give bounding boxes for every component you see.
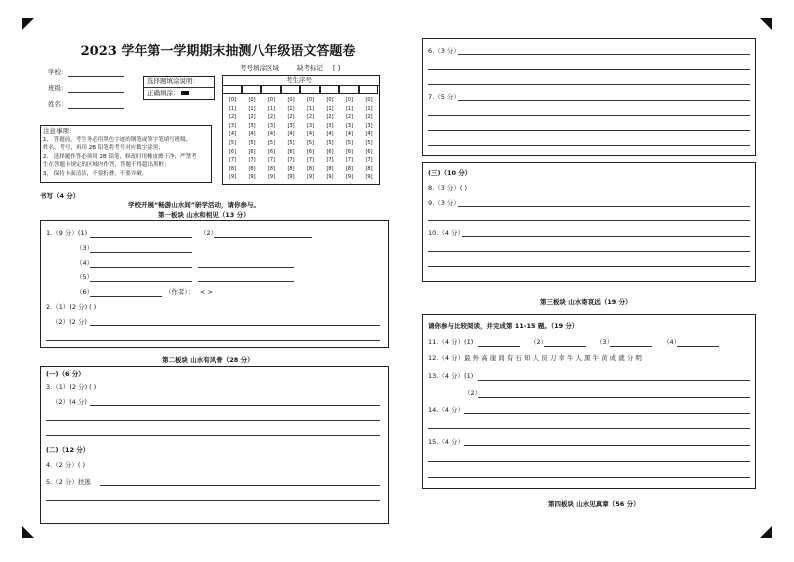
q1-5-field-a[interactable] [90, 281, 192, 282]
seq-digit-bubble[interactable]: [1] [345, 105, 354, 112]
seq-digit-bubble[interactable]: [8] [326, 165, 334, 172]
q7-field-b[interactable] [428, 115, 750, 116]
sec1-title: (一)（6 分） [46, 370, 85, 378]
seq-digit-write-cell[interactable] [222, 85, 242, 94]
seq-digit-bubble[interactable]: [8] [228, 165, 237, 172]
seq-digit-bubble[interactable]: [7] [267, 157, 276, 164]
seq-digit-write-cell[interactable] [339, 85, 359, 94]
q6-label: 6.（3 分） [428, 47, 460, 55]
seq-digit-bubble[interactable]: [8] [365, 165, 373, 172]
seq-digit-write-cell[interactable] [320, 85, 340, 94]
seq-digit-bubble[interactable]: [6] [267, 148, 276, 155]
q13-2-field[interactable] [478, 397, 750, 398]
seq-digit-bubble[interactable]: [1] [306, 105, 315, 112]
block3-intro: 请你参与比较阅读，并完成第 11-15 题。（19 分） [428, 322, 579, 330]
notes-item: 2、 选择题作答必须用 2B 铅笔，修改时用橡皮擦干净；严禁考 [43, 154, 197, 160]
seq-digit-bubble[interactable]: [0] [365, 97, 373, 103]
block4-title: 第四板块 山水见真章（56 分） [548, 500, 640, 508]
notes-item: 姓名、考号，再用 2B 铅笔将考号对应数字涂黑； [43, 145, 164, 151]
name-field[interactable] [68, 108, 124, 109]
seq-digit-bubble[interactable]: [9] [248, 174, 256, 181]
q9-field-b[interactable] [428, 220, 750, 221]
seq-digit-write-cell[interactable] [300, 85, 320, 94]
seq-digit-bubble[interactable]: [1] [228, 105, 237, 112]
seq-digit-bubble[interactable]: [8] [267, 165, 276, 172]
q2-label: 2.（1）(2 分) ( ) [46, 303, 97, 311]
seq-digit-bubble[interactable]: [0] [287, 97, 295, 103]
q14-field-b[interactable] [428, 428, 750, 429]
q13-2-label: （2） [464, 389, 482, 397]
corner-mark-top-left [22, 18, 34, 30]
q11-2-field[interactable] [544, 346, 586, 347]
q15-field-b[interactable] [428, 461, 750, 462]
q11-4-label: （4） [663, 338, 681, 346]
q10-field-a[interactable] [462, 236, 750, 237]
seq-digit-bubble[interactable]: [7] [306, 157, 315, 164]
seq-digit-bubble[interactable]: [5] [306, 140, 315, 146]
sec2-title: (二)（12 分） [46, 446, 90, 454]
seq-digit-bubble[interactable]: [9] [306, 174, 315, 181]
notes-heading: 注意事项： [43, 127, 76, 135]
q7-label: 7.（5 分） [428, 93, 460, 101]
seq-digit-bubble[interactable]: [5] [326, 140, 334, 146]
q13-1-field[interactable] [478, 380, 750, 381]
q4-label: 4.（2 分）( ) [46, 461, 86, 469]
seq-digit-bubble[interactable]: [7] [326, 157, 334, 164]
seq-digit-bubble[interactable]: [7] [345, 157, 354, 164]
q3-label: 3.（1）(2 分) ( ) [46, 383, 97, 391]
q2-2-field-a[interactable] [90, 325, 380, 326]
q10-field-b[interactable] [428, 251, 750, 252]
seq-digit-bubble[interactable]: [6] [345, 148, 354, 155]
q15-field-c[interactable] [428, 477, 750, 478]
seq-digit-bubble[interactable]: [4] [287, 131, 295, 138]
seq-digit-bubble[interactable]: [9] [287, 174, 295, 181]
corner-mark-top-right [760, 18, 772, 30]
corner-mark-bottom-left [22, 526, 34, 538]
q6-field-c[interactable] [428, 84, 750, 85]
notes-item: 生在答题卡规定的区域内作答，答题不得超出黑框； [43, 162, 170, 168]
q1-6-field[interactable] [90, 296, 162, 297]
q11-2-label: （2） [530, 338, 548, 346]
exam-area-label: 考号填涂区域 [240, 64, 279, 72]
block3-title: 第三板块 山水寄哀远（19 分） [540, 298, 632, 306]
q15-label: 15.（4 分） [428, 438, 465, 446]
activity-intro: 学校开展“畅游山水间”研学活动，请你参与。 [128, 201, 261, 209]
q5-label: 5.（2 分）扶逃 [46, 478, 91, 486]
seq-digit-bubble[interactable]: [3] [345, 122, 354, 129]
notes-item: 1、 答题前，考生务必用黑色字迹的钢笔或签字笔填写班级、 [43, 137, 192, 143]
name-label: 姓名： [48, 100, 68, 108]
seq-digit-bubble[interactable]: [0] [228, 97, 237, 103]
q7-field-c[interactable] [428, 130, 750, 131]
seq-digit-bubble[interactable]: [7] [228, 157, 237, 164]
seq-digit-write-cell[interactable] [261, 85, 281, 94]
seq-digit-bubble[interactable]: [2] [345, 114, 354, 121]
seq-digit-write-cell[interactable] [359, 85, 379, 94]
q1-4-field-a[interactable] [90, 267, 192, 268]
q6-q7-answer-box [422, 38, 756, 156]
q2-2-field-b[interactable] [46, 340, 380, 341]
seq-digit-bubble[interactable]: [2] [365, 114, 373, 121]
seq-digit-bubble[interactable]: [2] [228, 114, 237, 121]
seq-digit-bubble[interactable]: [0] [345, 97, 354, 103]
q10-label: 10.（4 分） [428, 229, 465, 237]
q9-label: 9.（3 分） [428, 199, 460, 207]
seq-digit-bubble[interactable]: [5] [228, 140, 237, 146]
q1-author-label: （作者）： [165, 288, 195, 296]
seq-digit-bubble[interactable]: [4] [267, 131, 276, 138]
block1-answer-box [40, 220, 389, 348]
fill-guide-divider [143, 87, 215, 88]
school-field[interactable] [68, 76, 124, 77]
seq-digit-bubble[interactable]: [4] [326, 131, 334, 138]
seq-digit-bubble[interactable]: [0] [306, 97, 315, 103]
seq-digit-write-cell[interactable] [242, 85, 262, 94]
q11-4-field[interactable] [677, 346, 719, 347]
q11-1-field[interactable] [478, 346, 520, 347]
corner-mark-bottom-right [760, 526, 772, 538]
seq-digit-bubble[interactable]: [3] [267, 122, 276, 129]
q8-label: 8.（3 分）( ) [428, 184, 468, 192]
seq-digit-bubble[interactable]: [2] [267, 114, 276, 121]
q13-label: 13.（4 分）(1) [428, 372, 474, 380]
q3-2-field-c[interactable] [46, 435, 380, 436]
q14-field-a[interactable] [464, 413, 750, 414]
q3-2-field-a[interactable] [90, 405, 380, 406]
q11-label: 11.（4 分）(1) [428, 338, 474, 346]
seq-digit-bubble[interactable]: [4] [228, 131, 237, 138]
q1-4-label: （4） [76, 259, 94, 267]
q1-2-label: （2） [200, 229, 218, 237]
seq-digit-bubble[interactable]: [1] [326, 105, 334, 112]
class-field[interactable] [68, 92, 124, 93]
q1-5-field-b[interactable] [198, 281, 294, 282]
seq-digit-bubble[interactable]: [6] [365, 148, 373, 155]
seq-digit-bubble[interactable]: [9] [345, 174, 354, 181]
q1-3-label: （3） [76, 244, 94, 252]
seq-digit-bubble[interactable]: [6] [287, 148, 295, 155]
q1-3-field[interactable] [90, 252, 192, 253]
seq-digit-bubble[interactable]: [9] [365, 174, 373, 181]
q7-field-a[interactable] [458, 100, 750, 101]
block1-title: 第一板块 山水和相见（13 分） [158, 211, 250, 219]
q10-field-c[interactable] [428, 266, 750, 267]
q5-field-a[interactable] [100, 485, 380, 486]
q1-book-title-field[interactable]: < > [200, 288, 213, 296]
q5-field-b[interactable] [46, 500, 380, 501]
seq-digit-bubble[interactable]: [8] [306, 165, 315, 172]
seq-digit-bubble[interactable]: [6] [248, 148, 256, 155]
seq-digit-bubble[interactable]: [2] [248, 114, 256, 121]
seq-digit-bubble[interactable]: [1] [267, 105, 276, 112]
q11-3-field[interactable] [610, 346, 652, 347]
q3-2-label: （2）(4 分) [52, 398, 87, 406]
seq-digit-bubble[interactable]: [1] [287, 105, 295, 112]
seq-digit-bubble[interactable]: [5] [345, 140, 354, 146]
seq-digit-bubble[interactable]: [3] [287, 122, 295, 129]
seq-digit-bubble[interactable]: [3] [326, 122, 334, 129]
seq-digit-bubble[interactable]: [4] [365, 131, 373, 138]
q11-3-label: （3） [596, 338, 614, 346]
seq-digit-bubble[interactable]: [2] [306, 114, 315, 121]
q3-2-field-b[interactable] [46, 420, 380, 421]
seq-digit-bubble[interactable]: [5] [287, 140, 295, 146]
absent-label: 缺考标记 [297, 64, 323, 72]
fill-guide-correct: 正确填涂： [147, 89, 180, 97]
q14-label: 14.（4 分） [428, 406, 465, 414]
absent-box[interactable]: [ ] [333, 64, 341, 72]
q1-1-field[interactable] [90, 237, 192, 238]
seq-digit-bubble[interactable]: [8] [345, 165, 354, 172]
class-label: 班级： [48, 84, 68, 92]
seq-digit-bubble[interactable]: [6] [306, 148, 315, 155]
seq-digit-bubble[interactable]: [9] [228, 174, 237, 181]
seq-digit-bubble[interactable]: [2] [287, 114, 295, 121]
seq-digit-bubble[interactable]: [6] [228, 148, 237, 155]
q1-4-field-b[interactable] [198, 267, 294, 268]
seq-digit-bubble[interactable]: [1] [248, 105, 256, 112]
seq-digit-bubble[interactable]: [5] [248, 140, 256, 146]
seq-digit-bubble[interactable]: [4] [248, 131, 256, 138]
seq-digit-bubble[interactable]: [4] [306, 131, 315, 138]
q1-label: 1.（9 分）(1) [46, 229, 88, 237]
q9-field-a[interactable] [458, 206, 750, 207]
notes-item: 3、 保持卡面清洁，不要折叠，不要弄破。 [43, 171, 148, 177]
sec3-title: (三)（10 分） [428, 169, 472, 177]
seq-digit-bubble[interactable]: [5] [267, 140, 276, 146]
seq-digit-bubble[interactable]: [7] [248, 157, 256, 164]
school-label: 学校： [48, 68, 68, 76]
seq-digit-bubble[interactable]: [7] [287, 157, 295, 164]
seq-digit-bubble[interactable]: [2] [326, 114, 334, 121]
writing-score: 书写（4 分） [40, 192, 80, 200]
seq-digit-bubble[interactable]: [0] [248, 97, 256, 103]
q7-field-d[interactable] [428, 145, 750, 146]
seq-digit-bubble[interactable]: [3] [228, 122, 237, 129]
seq-digit-write-cell[interactable] [281, 85, 301, 94]
seq-digit-bubble[interactable]: [6] [326, 148, 334, 155]
seq-digit-bubble[interactable]: [4] [345, 131, 354, 138]
page-title: 2023 学年第一学期期末抽测八年级语文答题卷 [80, 44, 356, 59]
q12-label: 12.（4 分）最 外 高 崖 间 有 石 知 人 员 刀 幸 牛 人 黑 牛 黄 成 就 分 明 [428, 354, 642, 362]
seq-digit-bubble[interactable]: [3] [248, 122, 256, 129]
fill-guide-heading: 选择题填涂说明： [147, 77, 199, 85]
sec3-answer-box [422, 162, 756, 282]
q15-field-a[interactable] [464, 445, 750, 446]
seq-digit-bubble[interactable]: [0] [267, 97, 276, 103]
q1-6-label: （6） [76, 288, 94, 296]
q1-5-label: （5） [76, 273, 94, 281]
seq-digit-bubble[interactable]: [8] [287, 165, 295, 172]
seq-digit-bubble[interactable]: [8] [248, 165, 256, 172]
seq-digit-bubble[interactable]: [5] [365, 140, 373, 146]
seq-digit-bubble[interactable]: [0] [326, 97, 334, 103]
seq-label: 考生序号 [286, 76, 312, 84]
seq-digit-bubble[interactable]: [7] [365, 157, 373, 164]
q2-2-label: （2）(2 分) [52, 318, 87, 326]
seq-digit-bubble[interactable]: [3] [306, 122, 315, 129]
seq-digit-bubble[interactable]: [9] [267, 174, 276, 181]
seq-digit-bubble[interactable]: [1] [365, 105, 373, 112]
seq-digit-bubble[interactable]: [9] [326, 174, 334, 181]
q6-field-a[interactable] [458, 54, 750, 55]
q6-field-b[interactable] [428, 69, 750, 70]
filled-mark-sample [181, 91, 189, 95]
block2-title: 第二板块 山水有风骨（28 分） [162, 356, 254, 364]
seq-digit-bubble[interactable]: [3] [365, 122, 373, 129]
q1-2-field[interactable] [214, 237, 312, 238]
